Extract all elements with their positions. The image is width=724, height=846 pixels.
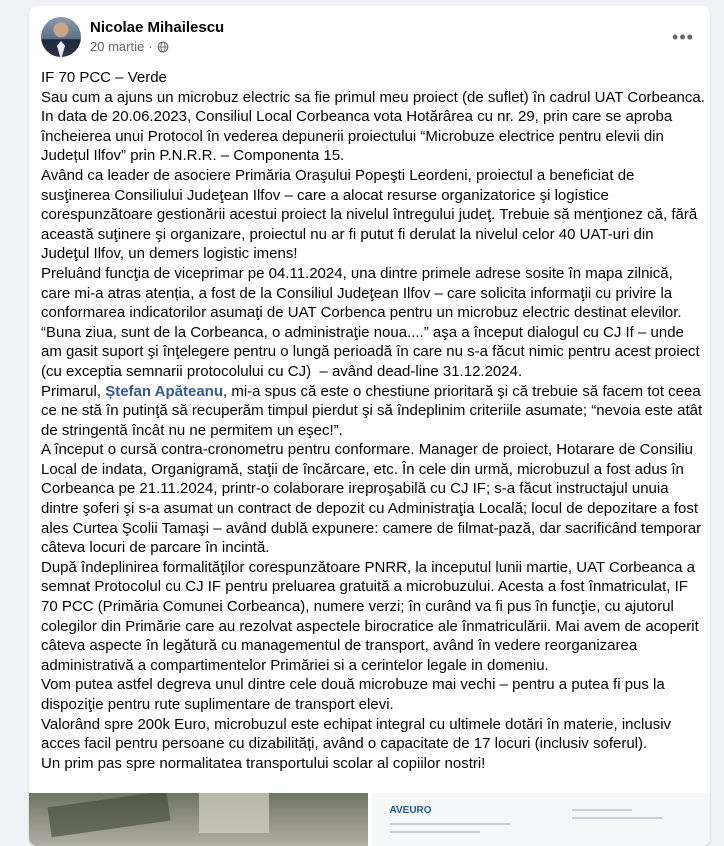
photo-shape [199,793,269,833]
post-paragraph: “Buna ziua, sunt de la Corbeanca, o administraţie noua....” aşa a început dialogul cu CJ If – unde am gasit suport şi înţelegere pentru o lungă perioadă în care nu s-a făcut nimic pentru acest proiect (cu exceptia semnarii protocolului cu CJ) – având dead-line 31.12.2024. [41,323,704,380]
more-options-label: ••• [672,26,694,47]
doc-line [390,823,510,825]
author-avatar[interactable] [41,17,81,57]
post-paragraph: In data de 20.06.2023, Consiliul Local Corbeanca vota Hotărârea cu nr. 29, prin care se aproba încheierea unui Protocol în vederea depunerii proiectului “Microbuze electrice pentru elevii din Județul Ilfov” prin P.N.R.R. – Componenta 15. [41,108,677,165]
mention-prefix: Primarul, [41,382,106,400]
doc-line [572,809,632,811]
avatar-shirt [57,41,65,57]
document-scan[interactable] [372,793,711,846]
meta-separator: · [148,39,153,54]
post-paragraph: Având ca leader de asociere Primăria Oraşului Popeşti Leordeni, proiectul a beneficiat de susţinerea Consiliului Judeţean Ilfov – care a alocat resurse organizatorice şi logistice corespunzătoare gestionării acestui proiect la nivelul întregului judeţ. Trebuie să menţionez că, fără această suţinere şi organizare, proiectul nu ar fi putut fi derulat la nivelul celor 40 UAT-uri din Judeţul Ilfov, un demers logistic imens! [41,166,702,263]
doc-line [390,831,480,833]
mention-suffix: , mi-a spus că este o chestiune prioritară şi că trebuie să facem tot ceea ce ne stă în putinţă să recuperăm timpul pierdut şi să îndeplinim criteriile asumate; “nevoia este atât de stringentă încât nu ne permitem un eşec!”. [41,382,707,439]
post-paragraph: Valorând spre 200k Euro, microbuzul este echipat integral cu ultimele dotări în materie, inclusiv acces facil pentru persoane cu dizabilități, având o capacitate de 17 locuri (inclusiv soferul). [41,715,676,753]
globe-icon[interactable] [157,41,169,53]
mention-link[interactable]: Ștefan Apăteanu [105,382,223,400]
doc-logo: AVEURO [389,805,432,816]
photo-microbuz[interactable] [29,793,368,846]
post-paragraph-mention [41,382,705,441]
post-paragraph: A început o cursă contra-cronometru pentru conformare. Manager de proiect, Hotarare de Consiliu Local de indata, Organigramă, staţii de încărcare, etc. În cele din urmă, microbuzul a fost adus în Corbeanca pe 21.11.2024, printr-o colaborare ireproşabilă cu CJ IF; s-a făcut instructajul unuia dintre şoferi şi s-a asumat un contract de depozit cu Administraţia Locală; locul de depozitare a fost ales Curtea Şcolii Tamaşi – având dublă expunere: camere de filmat-pază, dar sacrificând temporar câteva locuri de parcare în incintă. [41,441,706,557]
post-date[interactable]: 20 martie [90,39,145,54]
author-name[interactable]: Nicolae Mihailescu [90,19,225,36]
post-body [41,68,705,773]
post-paragraph: Un prim pas spre normalitatea transportului scolar al copiilor nostri! [41,754,486,772]
post-line: Sau cum a ajuns un microbuz electric sa fie primul meu proiect (de suflet) în cadrul UAT Corbeanca. [41,88,705,106]
post-paragraph: Vom putea astfel degreva unul dintre cele două microbuze mai vechi – pentru a putea fi pus la dispoziţie pentru rute suplimentare de transport elevi. [41,676,669,713]
post-card [29,6,710,846]
post-paragraph: După îndeplinirea formalităţilor corespunzătoare PNRR, la inceputul lunii martie, UAT Corbeanca a semnat Protocolul cu CJ IF pentru preluarea gratuită a microbuzului. Acesta a fost înmatriculat, IF 70 PCC (Primăria Comunei Corbeanca), numere verzi; în curând va fi pus în funcţie, cu ajutorul colegilor din Primărie care au rezolvat aspectele birocratice ale înmatriculării. Mai avem de acoperit câteva aspecte în legătură cu managementul de transport, având în vedere reorganizarea administrativă a compartimentelor Primăriei si a cerintelor legale in domeniu. [41,558,703,674]
photo-shape [47,793,170,837]
more-options-icon[interactable] [666,20,700,54]
doc-line [572,817,662,819]
post-line: IF 70 PCC – Verde [41,69,167,86]
post-paragraph: Preluând funcţia de viceprimar pe 04.11.2024, una dintre primele adrese sosite în mapa zilnică, care mi-a atras atenția, a fost de la Consiliul Judeţean Ilfov – care solicita informaţii cu privire la conformarea indicatorilor asumaţi de UAT Corbenca pentru un microbuz electric destinat elevilor. [41,264,682,322]
post-meta [90,39,169,54]
post-media [29,793,710,846]
post-header [29,6,710,68]
